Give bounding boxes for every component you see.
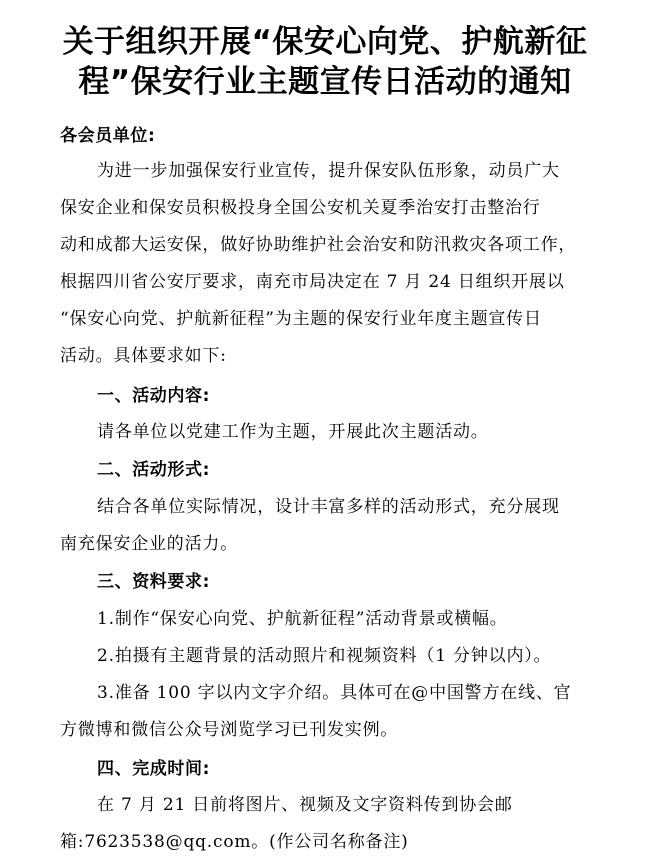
document-title-line-2: 程”保安行业主题宣传日活动的通知 [78,64,572,100]
intro-line: 根据四川省公安厅要求，南充市局决定在 7 月 24 日组织开展以 [60,272,565,292]
section-content-line: 请各单位以党建工作为主题，开展此次主题活动。 [97,422,489,442]
intro-line: 动和成都大运安保，做好协助维护社会治安和防汛救灾各项工作， [60,235,577,255]
section-deadline-line: 在 7 月 21 日前将图片、视频及文字资料传到协会邮 [97,795,513,815]
section-heading-materials: 三、资料要求: [97,572,210,592]
intro-line: 活动。具体要求如下: [60,346,227,366]
section-materials-line: 3.准备 100 字以内文字介绍。具体可在@中国警方在线、官 [97,683,572,703]
section-materials-line: 方微博和微信公众号浏览学习已刊发实例。 [60,720,399,740]
salutation: 各会员单位: [60,126,156,146]
section-format-line: 南充保安企业的活力。 [60,534,238,554]
section-deadline-line: 箱:7623538@qq.com。(作公司名称备注) [60,832,409,852]
intro-line: “保安心向党、护航新征程”为主题的保安行业年度主题宣传日 [60,309,542,329]
section-format-line: 结合各单位实际情况，设计丰富多样的活动形式，充分展现 [97,497,560,517]
intro-line: 为进一步加强保安行业宣传，提升保安队伍形象，动员广大 [97,161,560,181]
section-heading-deadline: 四、完成时间: [97,759,210,779]
intro-line: 保安企业和保安员积极投身全国公安机关夏季治安打击整治行 [60,198,541,218]
document-title-line-1: 关于组织开展“保安心向党、护航新征 [62,24,588,60]
section-materials-line: 1.制作“保安心向党、护航新征程”活动背景或横幅。 [97,609,508,629]
section-materials-line: 2.拍摄有主题背景的活动照片和视频资料（1 分钟以内）。 [97,646,552,666]
section-heading-content: 一、活动内容: [97,386,210,406]
section-heading-format: 二、活动形式: [97,460,210,480]
